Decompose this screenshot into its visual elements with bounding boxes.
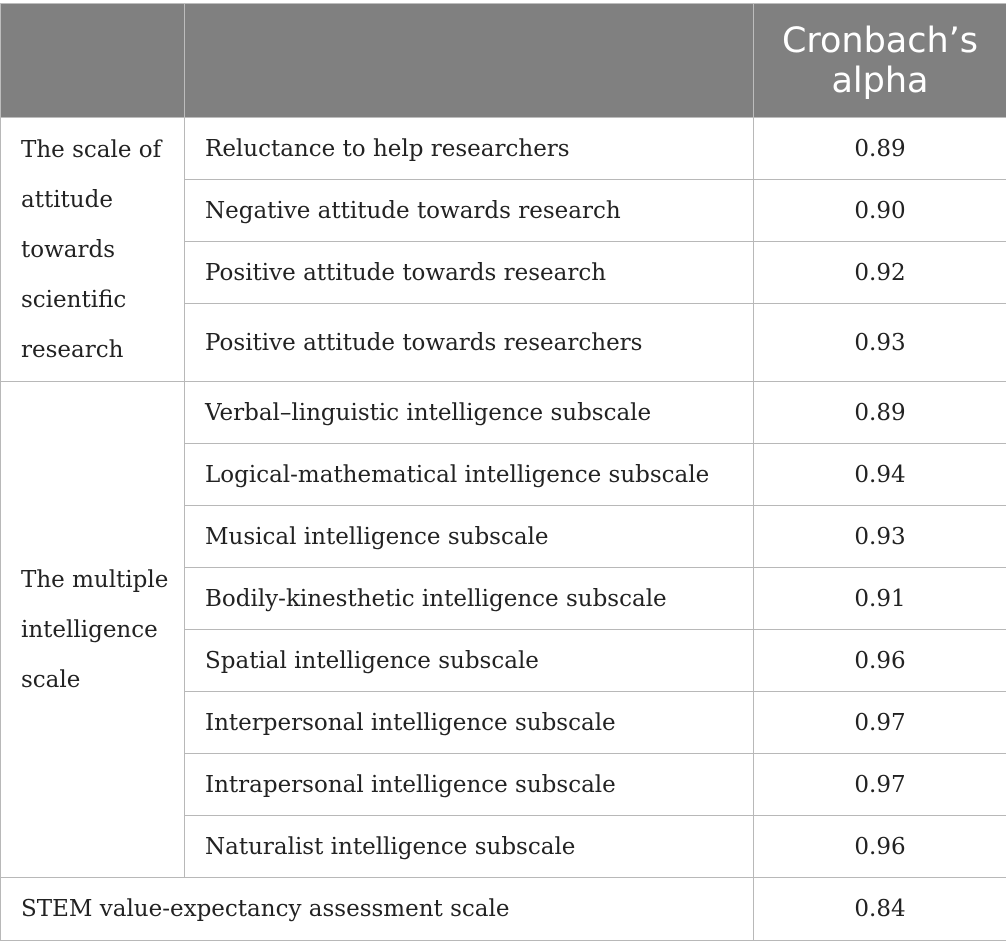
alpha-cell: 0.93 xyxy=(754,506,1006,568)
alpha-cell: 0.97 xyxy=(754,754,1006,816)
alpha-cell: 0.91 xyxy=(754,568,1006,630)
subscale-cell: Musical intelligence subscale xyxy=(185,506,754,568)
table-row xyxy=(1,382,1006,444)
subscale-cell: Spatial intelligence subscale xyxy=(185,630,754,692)
header-row xyxy=(1,4,1006,118)
alpha-cell: 0.89 xyxy=(754,118,1006,180)
alpha-cell: 0.94 xyxy=(754,444,1006,506)
subscale-cell: Negative attitude towards research xyxy=(185,180,754,242)
alpha-cell: 0.89 xyxy=(754,382,1006,444)
group-label-multiple-intelligence-scale: The multiple intelligence scale xyxy=(1,382,185,878)
table-row xyxy=(1,118,1006,180)
subscale-cell: Verbal–linguistic intelligence subscale xyxy=(185,382,754,444)
alpha-cell: 0.96 xyxy=(754,816,1006,878)
alpha-cell: 0.90 xyxy=(754,180,1006,242)
header-scale xyxy=(1,4,185,118)
subscale-cell: Bodily-kinesthetic intelligence subscale xyxy=(185,568,754,630)
header-alpha xyxy=(754,4,1006,118)
subscale-cell: Naturalist intelligence subscale xyxy=(185,816,754,878)
header-alpha-line1: Cronbach’s xyxy=(781,20,979,61)
header-alpha-line2: alpha xyxy=(831,60,929,101)
subscale-cell: Logical-mathematical intelligence subscale xyxy=(185,444,754,506)
subscale-cell: Intrapersonal intelligence subscale xyxy=(185,754,754,816)
alpha-cell: 0.84 xyxy=(754,878,1006,941)
subscale-cell: Interpersonal intelligence subscale xyxy=(185,692,754,754)
subscale-cell: Reluctance to help researchers xyxy=(185,118,754,180)
alpha-cell: 0.96 xyxy=(754,630,1006,692)
alpha-cell: 0.93 xyxy=(754,304,1006,382)
table-row xyxy=(1,878,1006,941)
alpha-cell: 0.92 xyxy=(754,242,1006,304)
alpha-cell: 0.97 xyxy=(754,692,1006,754)
stem-scale-label: STEM value-expectancy assessment scale xyxy=(1,878,754,941)
subscale-cell: Positive attitude towards research xyxy=(185,242,754,304)
group-label-attitude-scale: The scale of attitude towards scientific research xyxy=(1,118,185,382)
subscale-cell: Positive attitude towards researchers xyxy=(185,304,754,382)
header-subscale xyxy=(185,4,754,118)
reliability-table xyxy=(0,3,1006,941)
